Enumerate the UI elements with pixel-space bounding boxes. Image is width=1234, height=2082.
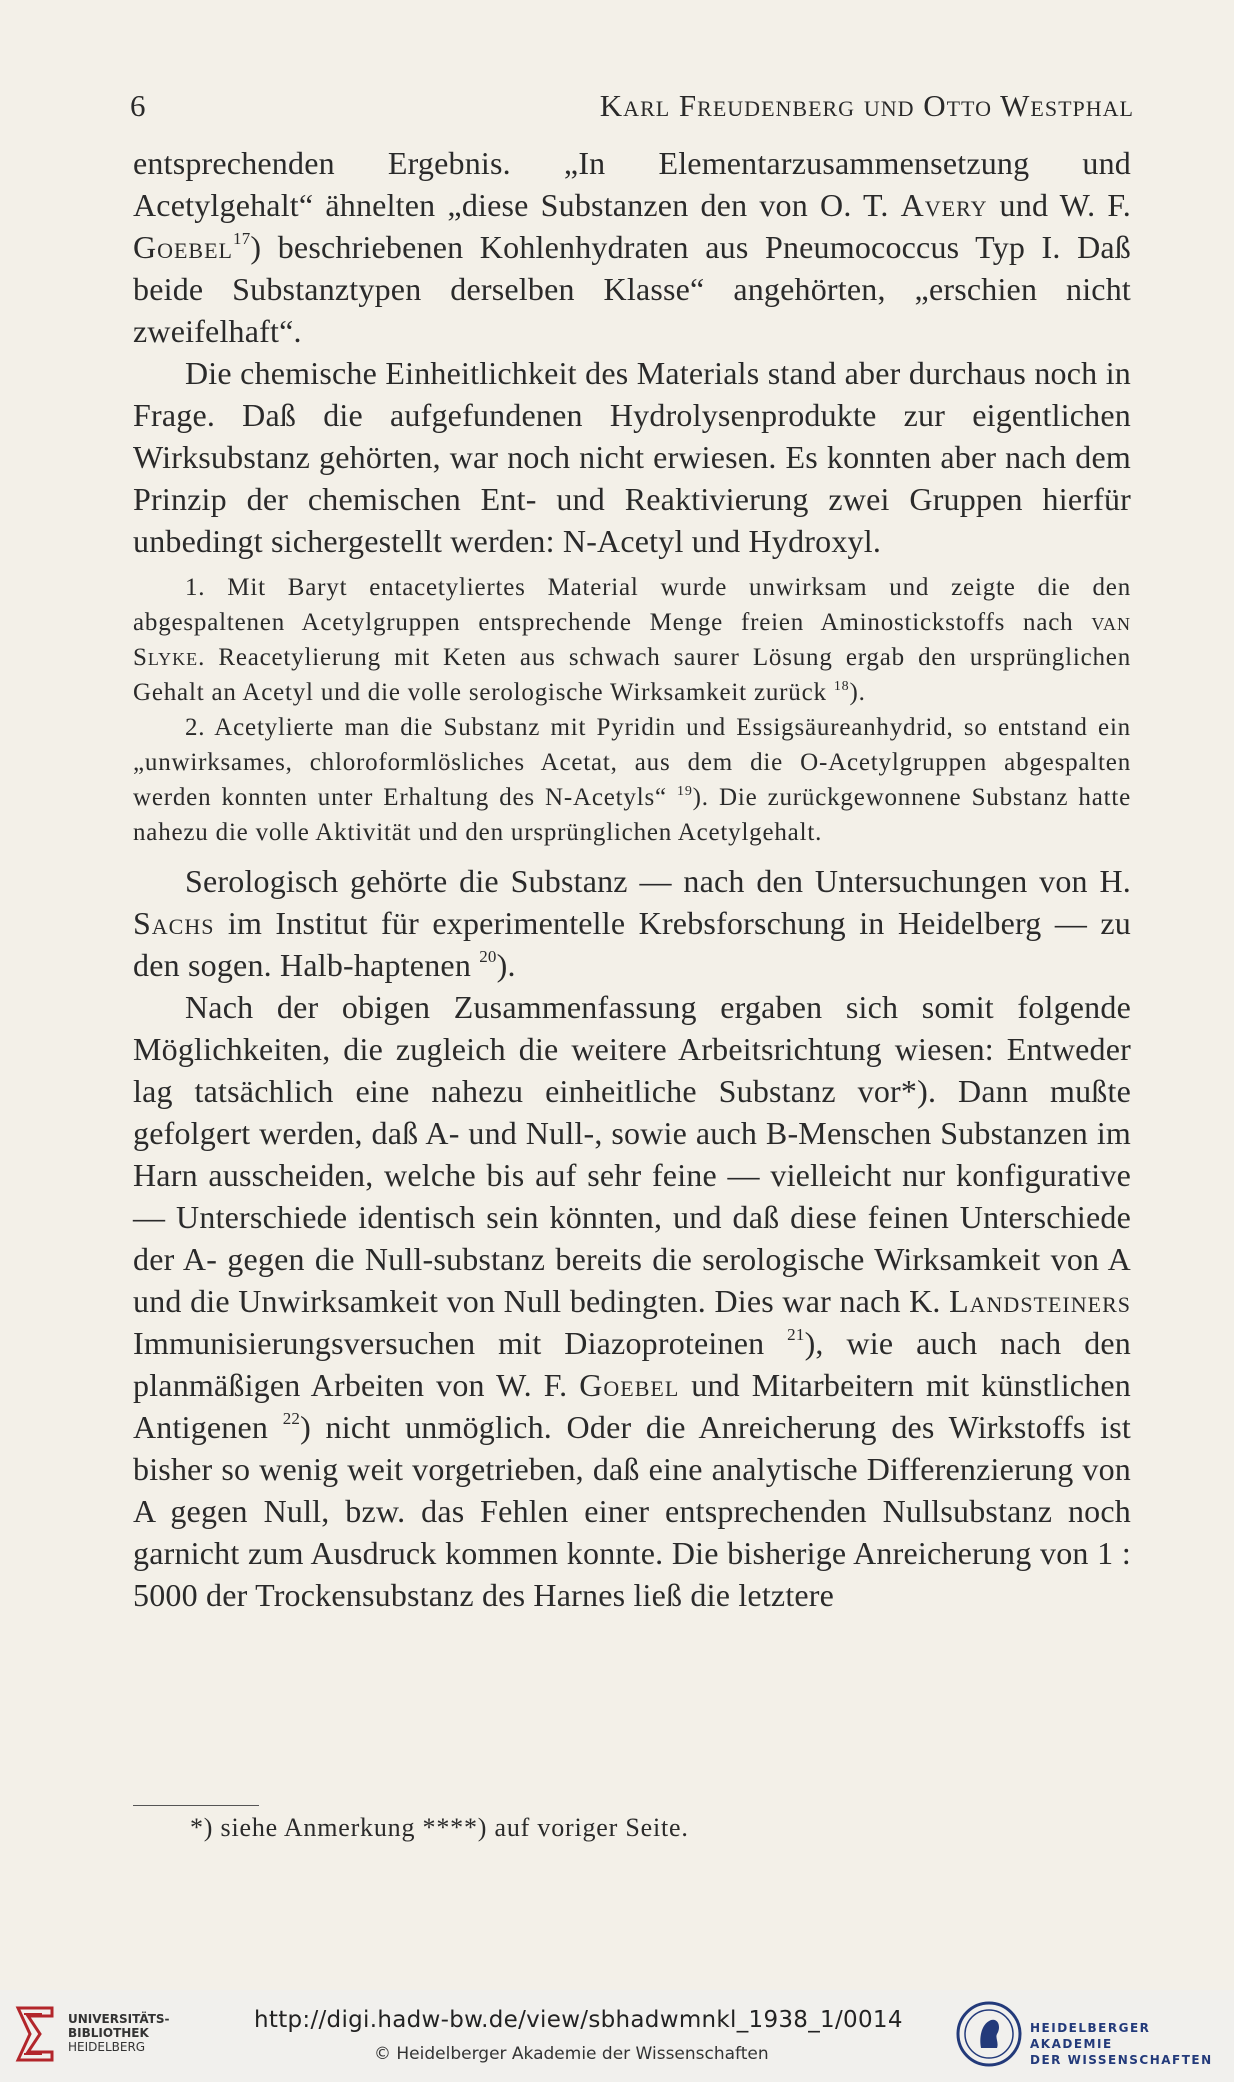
- paragraph-1: [133, 142, 1131, 352]
- paragraph-4-text: Immunisierungsversuchen mit Diazoproteinen: [133, 1325, 788, 1361]
- paragraph-3-text: Serologisch gehörte die Substanz — nach den Untersuchungen von H.: [185, 863, 1131, 899]
- paragraph-4-text: ), wie auch nach den planmäßigen Arbeiten von W. F.: [133, 1325, 1131, 1403]
- author-van-slyke: van Slyke: [133, 609, 1131, 671]
- library-name-line: HEIDELBERG: [68, 2040, 146, 2054]
- reference-20: 20: [479, 947, 497, 966]
- list-item-1-text: 1. Mit Baryt entacetyliertes Material wurde unwirksam und zeigte die den abgespaltenen Acetylgruppen entsprechende Menge freien Aminostickstoffs nach: [133, 574, 1131, 636]
- university-library-logo-icon[interactable]: [12, 2000, 58, 2068]
- list-item-2-text: 2. Acetylierte man die Substanz mit Pyridin und Essigsäureanhydrid, so entstand ein „unwirksames, chloroformlösliches Acetat, aus dem die O-Acetylgruppen abgespalten werden konnten unter Erhaltung des N-Acetyls“: [133, 714, 1131, 811]
- reference-18: 18: [833, 679, 850, 694]
- reference-17: 17: [233, 229, 251, 248]
- author-goebel: Goebel: [579, 1367, 680, 1403]
- list-item-2: [133, 710, 1131, 850]
- library-name-line: UNIVERSITÄTS-: [68, 2012, 170, 2026]
- numbered-list: [133, 570, 1131, 850]
- academy-name-line: HEIDELBERGER AKADEMIE: [1030, 2021, 1151, 2051]
- copyright-notice: © Heidelberger Akademie der Wissenschaften: [374, 2044, 769, 2064]
- library-name-line: BIBLIOTHEK: [68, 2026, 149, 2040]
- permalink-url[interactable]: http://digi.hadw-bw.de/view/sbhadwmnkl_1938_1/0014: [254, 2007, 903, 2033]
- paragraph-3-text: ).: [496, 947, 516, 983]
- paragraph-1-text: entsprechenden Ergebnis. „In Elementarzusammensetzung und Acetylgehalt“ ähnelten „diese Substanzen den von O. T.: [133, 145, 1131, 223]
- page-number: 6: [130, 88, 146, 123]
- list-item-1-text: ).: [849, 679, 866, 706]
- list-item-1-text: . Reacetylierung mit Keten aus schwach saurer Lösung ergab den ursprünglichen Gehalt an Acetyl und die volle serologische Wirksamkeit zurück: [133, 644, 1131, 706]
- paragraph-1-text: und W. F.: [987, 187, 1132, 223]
- paragraph-4-text: Nach der obigen Zusammenfassung ergaben sich somit folgende Möglichkeiten, die zugleich die weitere Arbeitsrichtung wiesen: Entweder lag tatsächlich eine nahezu einheitliche Substanz vor*). Dann mußte gefolgert werden, daß A- und Null-, sowie auch B-Menschen Substanzen im Harn ausscheiden, welche bis auf sehr feine — vielleicht nur konfigurative — Unterschiede identisch sein könnten, und daß diese feinen Unterschiede der A- gegen die Null-substanz bereits die serologische Wirksamkeit von A und die Unwirksamkeit von Null bedingten. Dies war nach K.: [133, 989, 1131, 1319]
- running-head: [130, 88, 1134, 128]
- reference-19: 19: [677, 784, 693, 799]
- author-goebel: Goebel: [133, 229, 233, 265]
- author-avery: Avery: [900, 187, 988, 223]
- digitization-footer: [0, 1990, 1234, 2082]
- list-item-1: [133, 570, 1131, 710]
- list-item-2-text: ). Die zurückgewonnene Substanz hatte nahezu die volle Aktivität und den ursprünglichen Acetylgehalt.: [133, 784, 1131, 846]
- paragraph-4: [133, 986, 1131, 1616]
- footnote: *) siehe Anmerkung ****) auf voriger Seite.: [190, 1813, 689, 1842]
- reference-21: 21: [787, 1325, 805, 1344]
- author-sachs: Sachs: [133, 905, 215, 941]
- footnote-divider: [133, 1805, 259, 1806]
- paragraph-3-text: im Institut für experimentelle Krebsforschung in Heidelberg — zu den sogen. Halb-haptenen: [133, 905, 1131, 983]
- academy-name: [1030, 2020, 1234, 2068]
- paragraph-4-text: und Mitarbeitern mit künstlichen Antigenen: [133, 1367, 1131, 1445]
- academy-seal-icon[interactable]: [955, 2000, 1023, 2068]
- university-library-name: [68, 2012, 168, 2054]
- academy-name-line: DER WISSENSCHAFTEN: [1030, 2053, 1213, 2067]
- paragraph-1-text: ) beschriebenen Kohlenhydraten aus Pneumococcus Typ I. Daß beide Substanztypen derselben Klasse“ angehörten, „erschien nicht zweifelhaft“.: [133, 229, 1131, 349]
- paragraph-4-text: ) nicht unmöglich. Oder die Anreicherung des Wirkstoffs ist bisher so wenig weit vorgetrieben, daß eine analytische Differenzierung von A gegen Null, bzw. das Fehlen einer entsprechenden Nullsubstanz noch garnicht zum Ausdruck kommen konnte. Die bisherige Anreicherung von 1 : 5000 der Trockensubstanz des Harnes ließ die letztere: [133, 1409, 1131, 1613]
- author-landsteiners: Landsteiners: [949, 1283, 1131, 1319]
- reference-22: 22: [282, 1409, 301, 1428]
- paragraph-2: Die chemische Einheitlichkeit des Materials stand aber durchaus noch in Frage. Daß die aufgefundenen Hydrolysenprodukte zur eigentlichen Wirksubstanz gehörten, war noch nicht erwiesen. Es konnten aber nach dem Prinzip der chemischen Ent- und Reaktivierung zwei Gruppen hierfür unbedingt sichergestellt werden: N-Acetyl und Hydroxyl.: [133, 355, 1131, 559]
- paragraph-3: [133, 860, 1131, 986]
- body-text: [133, 142, 1131, 1616]
- running-title: Karl Freudenberg und Otto Westphal: [599, 88, 1134, 123]
